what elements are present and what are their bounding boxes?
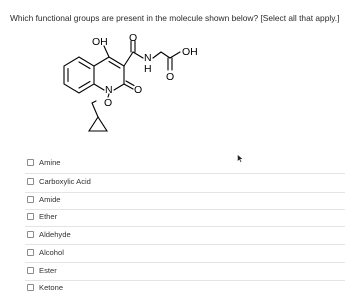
divider xyxy=(25,209,345,210)
option-carboxylic-acid[interactable] xyxy=(27,175,91,187)
option-amide[interactable] xyxy=(27,193,61,205)
divider xyxy=(25,173,345,174)
atom-label-o-ring: O xyxy=(134,84,143,96)
option-ether[interactable] xyxy=(27,210,57,222)
option-aldehyde[interactable] xyxy=(27,228,71,240)
checkbox-ether[interactable] xyxy=(27,213,34,220)
option-label-ketone: Ketone xyxy=(39,282,64,292)
checkbox-amine[interactable] xyxy=(27,159,34,166)
atom-label-n-amide: N xyxy=(144,52,152,64)
divider xyxy=(25,262,345,263)
atom-label-oh-top: OH xyxy=(92,36,108,48)
atom-label-n-ring: N xyxy=(105,84,113,96)
checkbox-amide[interactable] xyxy=(27,196,34,203)
divider xyxy=(25,226,345,227)
option-label-amide: Amide xyxy=(39,194,61,204)
atom-label-h-amide: H xyxy=(144,63,152,75)
checkbox-carboxylic-acid[interactable] xyxy=(27,178,34,185)
atom-label-o-nbond: O xyxy=(104,97,113,109)
option-label-aldehyde: Aldehyde xyxy=(39,229,71,239)
option-alcohol[interactable] xyxy=(27,246,64,258)
option-label-alcohol: Alcohol xyxy=(39,247,64,257)
atom-label-o-top: O xyxy=(129,32,138,44)
option-label-amine: Amine xyxy=(39,157,61,167)
mouse-pointer-icon xyxy=(237,150,244,159)
option-label-ether: Ether xyxy=(39,211,58,221)
cyclopropyl-ring xyxy=(89,117,107,131)
question-text: Which functional groups are present in the molecule shown below? [Select all that apply.] xyxy=(10,13,340,23)
option-label-carboxylic-acid: Carboxylic Acid xyxy=(39,176,91,186)
divider xyxy=(25,192,345,193)
option-label-ester: Ester xyxy=(39,265,57,275)
option-amine[interactable] xyxy=(27,156,61,168)
checkbox-ketone[interactable] xyxy=(27,284,34,291)
option-ketone[interactable] xyxy=(27,281,63,293)
option-ester[interactable] xyxy=(27,264,57,276)
checkbox-alcohol[interactable] xyxy=(27,249,34,256)
atom-label-oh-acid: OH xyxy=(182,46,198,58)
checkbox-ester[interactable] xyxy=(27,267,34,274)
divider xyxy=(25,244,345,245)
checkbox-aldehyde[interactable] xyxy=(27,231,34,238)
atom-label-o-acid: O xyxy=(166,71,175,83)
divider xyxy=(25,280,345,281)
